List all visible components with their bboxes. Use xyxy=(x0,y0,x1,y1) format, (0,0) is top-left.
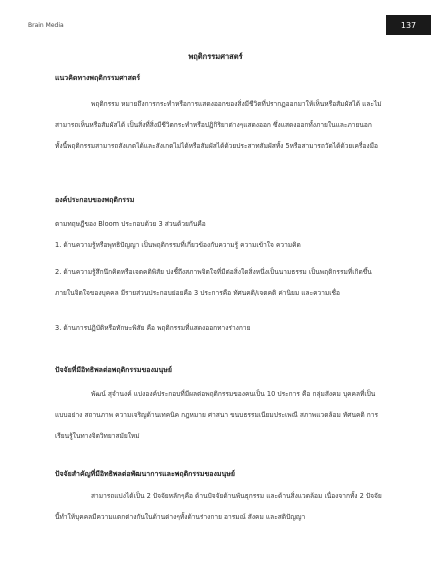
section-heading-important-factors-development: ปัจจัยสำคัญที่มีอิทธิพลต่อพัฒนาการและพฤติกรรมของมนุษย์ xyxy=(55,470,236,478)
list-item: 1. ด้านความรู้หรือพุทธิปัญญา เป็นพฤติกรรมที่เกี่ยวข้องกับความรู้ ความเข้าใจ ความคิด xyxy=(55,241,301,249)
document-title: พฤติกรรมศาสตร์ xyxy=(188,52,243,61)
page-number-badge: 137 xyxy=(386,15,431,35)
list-item: 2. ด้านความรู้สึกนึกคิดหรือเจตคติพิสัย บ่งชี้ถึงสภาพจิตใจที่มีต่อสิ่งใดสิ่งหนึ่งเป็นนามธรรม เป็นพฤติกรรมที่เกิดขึ้นภายในจิตใจของบุคคล มีรายส่วนประกอบย่อยคือ 3 ประการคือ ทัศนคติ/เจตคติ ค่านิยม และความเชื่อ xyxy=(55,268,372,297)
section-paragraph: สามารถแบ่งได้เป็น 2 ปัจจัยหลักๆคือ ด้านปัจจัยด้านพันธุกรรม และด้านสิ่งแวดล้อม เนื่องจากทั้ง 2 ปัจจัยนี้ทำให้บุคคลมีความแตกต่างกันในด้านต่างๆทั้งด้านร่างกาย อารมณ์ สังคม และสติปัญญา xyxy=(55,492,382,521)
section-paragraph: พัฒน์ สุจำนงค์ แบ่งองค์ประกอบที่มีผลต่อพฤติกรรมของคนเป็น 10 ประการ คือ กลุ่มสังคม บุคคลที่เป็นแบบอย่าง สถานภาพ ความเจริญด้านเทคนิค กฎหมาย ศาสนา ขนบธรรมเนียมประเพณี สภาพแวดล้อม ทัศนคติ การเรียนรู้ในทางจิตวิทยาสมัยใหม่ xyxy=(55,390,379,440)
section-heading-behavioral-science-concept: แนวคิดทางพฤติกรรมศาสตร์ xyxy=(55,74,141,82)
section-heading-factors-influencing-behavior: ปัจจัยที่มีอิทธิพลต่อพฤติกรรมของมนุษย์ xyxy=(55,366,173,374)
section-paragraph: ตามทฤษฎีของ Bloom ประกอบด้วย 3 ส่วนด้วยกันคือ xyxy=(55,220,206,228)
list-item: 3. ด้านการปฏิบัติหรือทักษะพิสัย คือ พฤติกรรมที่แสดงออกทางร่างกาย xyxy=(55,324,251,332)
section-heading-behavior-components: องค์ประกอบของพฤติกรรม xyxy=(55,196,135,204)
publisher-name: Brain Media xyxy=(28,22,64,29)
section-paragraph: พฤติกรรม หมายถึงการกระทำหรือการแสดงออกของสิ่งมีชีวิตที่ปรากฏออกมาให้เห็นหรือสัมผัสได้ และไม่สามารถเห็นหรือสัมผัสได้ เป็นสิ่งที่สิ่งมีชีวิตกระทำหรือปฏิกิริยาต่างๆแสดงออก ซึ่งแสดงออกทั้งภายในและภายนอก ทั้งนี้พฤติกรรมสามารถสังเกตได้และสังเกตไม่ได้หรือสัมผัสได้ด้วยประสาทสัมผัสทั้ง 5หรือสามารถวัดได้ด้วยเครื่องมือ xyxy=(55,100,382,150)
